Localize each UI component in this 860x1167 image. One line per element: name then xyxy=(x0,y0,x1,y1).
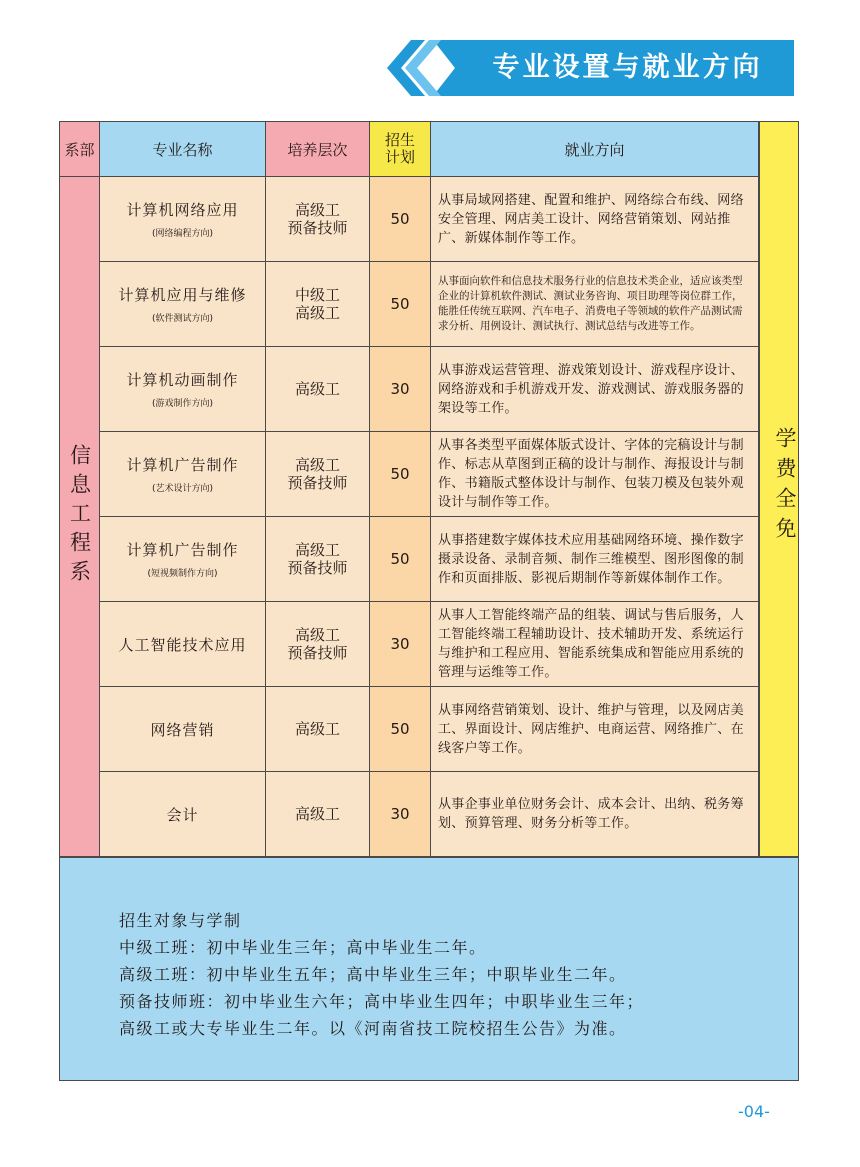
header-quota xyxy=(370,122,431,177)
dept-name: 信息工程系 xyxy=(67,444,92,589)
majors-table xyxy=(59,121,759,857)
jobs-text: 从事各类型平面媒体版式设计、字体的完稿设计与制作、标志从草图到正稿的设计与制作、海报设计与制作、书籍版式整体设计与制作、包装刀模及包装外观设计与制作等工作。 xyxy=(438,438,744,510)
level-2: 预备技师 xyxy=(287,559,348,577)
table-row xyxy=(60,177,759,262)
major-cell xyxy=(100,772,266,857)
level-1: 高级工 xyxy=(294,456,340,474)
notes-title: 招生对象与学制 xyxy=(119,911,242,930)
jobs-text: 从事面向软件和信息技术服务行业的信息技术类企业，适应该类型企业的计算机软件测试、测试业务咨询、项目助理等岗位群工作，能胜任传统互联网、汽车电子、消费电子等领域的软件产品测试需求分析、用例设计、测试执行、测试总结与改进等工作。 xyxy=(438,275,743,332)
header-level: 培养层次 xyxy=(266,122,370,177)
quota-cell: 30 xyxy=(370,347,431,432)
header-quota-line2: 计划 xyxy=(384,148,415,166)
major-name: 人工智能技术应用 xyxy=(118,635,247,654)
major-cell xyxy=(100,262,266,347)
level-1: 高级工 xyxy=(294,541,340,559)
dept-cell xyxy=(60,177,100,857)
major-name: 计算机广告制作 xyxy=(126,456,239,474)
jobs-text: 从事局域网搭建、配置和维护、网络综合布线、网络安全管理、网店美工设计、网络营销策划、网站推广、新媒体制作等工作。 xyxy=(438,192,744,246)
major-name: 网络营销 xyxy=(150,720,215,739)
major-direction: (短视频制作方向) xyxy=(147,569,218,579)
level-2: 预备技师 xyxy=(287,219,348,237)
table-row xyxy=(60,687,759,772)
header-quota-line1: 招生 xyxy=(384,131,415,149)
jobs-cell xyxy=(431,517,759,602)
major-cell xyxy=(100,687,266,772)
table-row xyxy=(60,432,759,517)
level-1: 高级工 xyxy=(294,720,340,738)
major-name: 计算机广告制作 xyxy=(126,541,239,559)
jobs-cell xyxy=(431,602,759,687)
tuition-fee-note: 学费全免 xyxy=(773,427,797,547)
major-cell xyxy=(100,432,266,517)
jobs-text: 从事企事业单位财务会计、成本会计、出纳、税务筹划、预算管理、财务分析等工作。 xyxy=(438,797,744,831)
table-row xyxy=(60,772,759,857)
major-name: 计算机网络应用 xyxy=(126,201,239,219)
tuition-fee-column xyxy=(759,121,799,857)
header-dept: 系部 xyxy=(60,122,100,177)
major-direction: (软件测试方向) xyxy=(151,314,214,324)
jobs-cell xyxy=(431,772,759,857)
level-2: 预备技师 xyxy=(287,644,348,662)
notes-line: 高级工班：初中毕业生五年；高中毕业生三年；中职毕业生二年。 xyxy=(119,965,627,984)
major-cell xyxy=(100,602,266,687)
quota-cell: 50 xyxy=(370,432,431,517)
major-cell xyxy=(100,517,266,602)
level-cell xyxy=(266,262,370,347)
table-row xyxy=(60,517,759,602)
level-cell xyxy=(266,177,370,262)
jobs-text: 从事搭建数字媒体技术应用基础网络环境、操作数字摄录设备、录制音频、制作三维模型、图形图像的制作和页面排版、影视后期制作等新媒体制作工作。 xyxy=(438,532,744,586)
notes-line: 高级工或大专毕业生二年。以《河南省技工院校招生公告》为准。 xyxy=(119,1019,627,1038)
major-direction: (艺术设计方向) xyxy=(151,484,214,494)
jobs-cell xyxy=(431,262,759,347)
jobs-cell xyxy=(431,432,759,517)
page-title: 专业设置与就业方向 xyxy=(492,52,763,83)
jobs-text: 从事网络营销策划、设计、维护与管理，以及网店美工、界面设计、网店维护、电商运营、网络推广、在线客户等工作。 xyxy=(438,702,744,756)
quota-cell: 50 xyxy=(370,262,431,347)
level-1: 高级工 xyxy=(294,380,340,398)
header-jobs: 就业方向 xyxy=(431,122,759,177)
table-row xyxy=(60,262,759,347)
level-cell xyxy=(266,347,370,432)
level-2: 预备技师 xyxy=(287,474,348,492)
quota-cell: 30 xyxy=(370,602,431,687)
table-header-row xyxy=(60,122,759,177)
enrollment-notes xyxy=(59,857,799,1081)
jobs-cell xyxy=(431,347,759,432)
major-name: 计算机动画制作 xyxy=(126,371,239,389)
jobs-cell xyxy=(431,687,759,772)
level-1: 高级工 xyxy=(294,201,340,219)
level-cell xyxy=(266,687,370,772)
header-name: 专业名称 xyxy=(100,122,266,177)
major-cell xyxy=(100,177,266,262)
quota-cell: 50 xyxy=(370,517,431,602)
quota-cell: 30 xyxy=(370,772,431,857)
level-2: 高级工 xyxy=(294,304,340,322)
jobs-cell xyxy=(431,177,759,262)
notes-line: 预备技师班：初中毕业生六年；高中毕业生四年；中职毕业生三年； xyxy=(119,992,645,1011)
level-1: 中级工 xyxy=(294,286,340,304)
major-cell xyxy=(100,347,266,432)
page-number: -04- xyxy=(738,1102,770,1121)
jobs-text: 从事游戏运营管理、游戏策划设计、游戏程序设计、网络游戏和手机游戏开发、游戏测试、游戏服务器的架设等工作。 xyxy=(438,362,744,416)
level-1: 高级工 xyxy=(294,626,340,644)
table-row xyxy=(60,347,759,432)
major-direction: (网络编程方向) xyxy=(151,229,214,239)
level-cell xyxy=(266,602,370,687)
quota-cell: 50 xyxy=(370,177,431,262)
quota-cell: 50 xyxy=(370,687,431,772)
major-direction: (游戏制作方向) xyxy=(151,399,214,409)
level-cell xyxy=(266,772,370,857)
notes-line: 中级工班：初中毕业生三年；高中毕业生二年。 xyxy=(119,938,487,957)
level-cell xyxy=(266,517,370,602)
page-header xyxy=(383,40,794,96)
major-name: 计算机应用与维修 xyxy=(118,286,247,304)
level-1: 高级工 xyxy=(294,805,340,823)
major-name: 会计 xyxy=(166,805,199,824)
level-cell xyxy=(266,432,370,517)
jobs-text: 从事人工智能终端产品的组装、调试与售后服务，人工智能终端工程辅助设计、技术辅助开发、系统运行与维护和工程应用、智能系统集成和智能应用系统的管理与运维等工作。 xyxy=(438,608,744,680)
table-row xyxy=(60,602,759,687)
